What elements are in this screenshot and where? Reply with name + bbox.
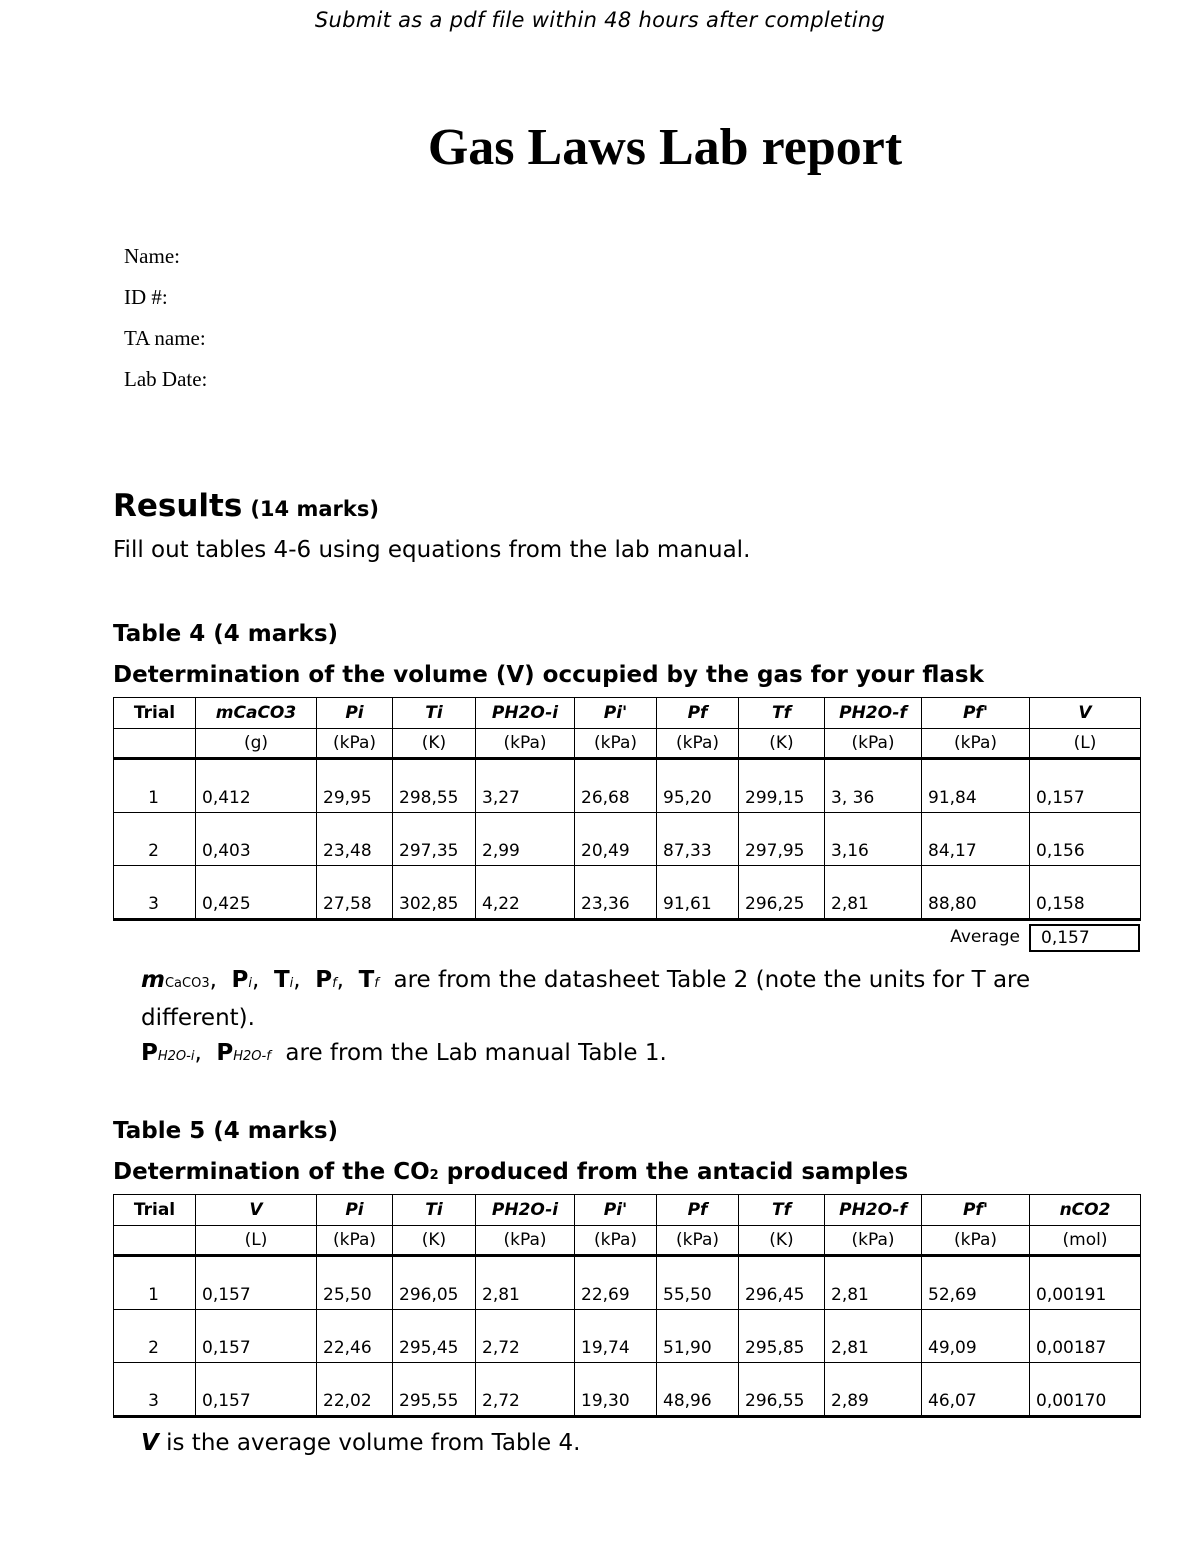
table-cell: 0,158 xyxy=(1030,866,1141,920)
table5-header-ti: Ti xyxy=(393,1195,476,1226)
table-cell: 3, 36 xyxy=(825,759,922,813)
table5-subtitle-post: produced from the antacid samples xyxy=(438,1159,909,1185)
table-cell: 295,45 xyxy=(393,1310,476,1363)
table4-unit: (kPa) xyxy=(922,729,1030,759)
table5-subtitle xyxy=(113,1159,908,1185)
table4-title: Table 4 (4 marks) xyxy=(113,621,339,647)
table-cell: 296,45 xyxy=(739,1256,825,1310)
table4-note-text-2: are from the Lab manual Table 1. xyxy=(285,1040,667,1066)
table-cell: 95,20 xyxy=(657,759,739,813)
table5-unit: (kPa) xyxy=(922,1226,1030,1256)
table4-unit: (kPa) xyxy=(476,729,575,759)
table-cell: 2,72 xyxy=(476,1310,575,1363)
table-cell: 0,157 xyxy=(196,1363,317,1417)
table4-header-pf: Pf xyxy=(657,698,739,729)
table4 xyxy=(113,697,1141,921)
table4-header-tf: Tf xyxy=(739,698,825,729)
table-cell: 0,412 xyxy=(196,759,317,813)
table-cell: 22,69 xyxy=(575,1256,657,1310)
table4-header-ph2o-i: PH2O-i xyxy=(476,698,575,729)
table-cell: 299,15 xyxy=(739,759,825,813)
table5-unit: (mol) xyxy=(1030,1226,1141,1256)
table-cell: 0,156 xyxy=(1030,813,1141,866)
table-cell: 19,74 xyxy=(575,1310,657,1363)
field-id-label: ID #: xyxy=(124,285,168,309)
table4-unit: (kPa) xyxy=(317,729,393,759)
table-row xyxy=(114,759,1141,813)
table4-header-pi: Pi xyxy=(317,698,393,729)
table-cell: 0,00170 xyxy=(1030,1363,1141,1417)
table5-subtitle-sub: 2 xyxy=(429,1168,439,1183)
table-cell: 296,55 xyxy=(739,1363,825,1417)
table5-header-nco2: nCO2 xyxy=(1030,1195,1141,1226)
table-cell: 2,81 xyxy=(825,1310,922,1363)
table-cell: 88,80 xyxy=(922,866,1030,920)
table4-unit: (K) xyxy=(739,729,825,759)
table4-header-pi-prime: Pi' xyxy=(575,698,657,729)
table-cell: 0,00187 xyxy=(1030,1310,1141,1363)
table-cell: 52,69 xyxy=(922,1256,1030,1310)
table4-header-mass: mCaCO3 xyxy=(196,698,317,729)
table-cell: 297,35 xyxy=(393,813,476,866)
field-lab-date-label: Lab Date: xyxy=(124,367,208,391)
table5-unit: (kPa) xyxy=(317,1226,393,1256)
table4-note: mCaCO3, Pi, Ti, Pf, Tf are from the datasheet Table 2 (note the units for T are different). PH2O-i, PH2O-f are from the Lab manual Table 1. xyxy=(141,967,1031,1066)
table5-subtitle-pre: Determination of the CO xyxy=(113,1159,430,1185)
table4-note-text: are from the datasheet Table 2 (note the units for T are different). xyxy=(141,967,1031,1031)
table-cell: 84,17 xyxy=(922,813,1030,866)
table4-unit: (g) xyxy=(196,729,317,759)
table-cell: 296,25 xyxy=(739,866,825,920)
table-cell: 2,81 xyxy=(476,1256,575,1310)
table-row xyxy=(114,1363,1141,1417)
table-cell: 48,96 xyxy=(657,1363,739,1417)
table-cell: 26,68 xyxy=(575,759,657,813)
table5-title: Table 5 (4 marks) xyxy=(113,1118,339,1144)
field-name-label: Name: xyxy=(124,244,180,268)
table5-header-pf-prime: Pf' xyxy=(922,1195,1030,1226)
table-cell: 2 xyxy=(114,1310,196,1363)
table-cell: 0,157 xyxy=(196,1256,317,1310)
table-cell: 51,90 xyxy=(657,1310,739,1363)
field-ta-name-label: TA name: xyxy=(124,326,206,350)
table-cell: 296,05 xyxy=(393,1256,476,1310)
table5-unit: (kPa) xyxy=(575,1226,657,1256)
table-row xyxy=(114,1256,1141,1310)
table-cell: 3,16 xyxy=(825,813,922,866)
table4-unit: (K) xyxy=(393,729,476,759)
table-cell: 3 xyxy=(114,866,196,920)
table5-note-text: is the average volume from Table 4. xyxy=(166,1430,581,1456)
table4-average-label: Average xyxy=(950,927,1020,947)
table4-unit: (kPa) xyxy=(575,729,657,759)
table-cell: 27,58 xyxy=(317,866,393,920)
table4-unit xyxy=(114,729,196,759)
table4-unit: (L) xyxy=(1030,729,1141,759)
table4-subtitle: Determination of the volume (V) occupied by the gas for your flask xyxy=(113,662,984,688)
table5-header-trial: Trial xyxy=(114,1195,196,1226)
table-cell: 1 xyxy=(114,1256,196,1310)
table-cell: 22,02 xyxy=(317,1363,393,1417)
table-cell: 23,36 xyxy=(575,866,657,920)
table-cell: 19,30 xyxy=(575,1363,657,1417)
table5-header-pi-prime: Pi' xyxy=(575,1195,657,1226)
table5-note: V is the average volume from Table 4. xyxy=(141,1430,581,1456)
table-cell: 0,403 xyxy=(196,813,317,866)
table-cell: 2,99 xyxy=(476,813,575,866)
table-cell: 3 xyxy=(114,1363,196,1417)
table4-header-ti: Ti xyxy=(393,698,476,729)
table-cell: 20,49 xyxy=(575,813,657,866)
table-cell: 0,157 xyxy=(1030,759,1141,813)
table-row xyxy=(114,813,1141,866)
table-cell: 29,95 xyxy=(317,759,393,813)
table-cell: 4,22 xyxy=(476,866,575,920)
table-cell: 2,81 xyxy=(825,1256,922,1310)
results-heading-text: Results xyxy=(113,488,243,524)
table5-unit: (kPa) xyxy=(476,1226,575,1256)
table4-average-value: 0,157 xyxy=(1029,924,1140,952)
table5-header-ph2o-i: PH2O-i xyxy=(476,1195,575,1226)
table-cell: 302,85 xyxy=(393,866,476,920)
results-intro: Fill out tables 4-6 using equations from the lab manual. xyxy=(113,537,751,563)
table-cell: 3,27 xyxy=(476,759,575,813)
results-heading xyxy=(113,488,379,524)
table5-header-v: V xyxy=(196,1195,317,1226)
table5-header-ph2o-f: PH2O-f xyxy=(825,1195,922,1226)
table4-header-pf-prime: Pf' xyxy=(922,698,1030,729)
table5-unit xyxy=(114,1226,196,1256)
table4-unit: (kPa) xyxy=(657,729,739,759)
table5-unit: (K) xyxy=(739,1226,825,1256)
page-title: Gas Laws Lab report xyxy=(427,119,903,176)
table5 xyxy=(113,1194,1141,1418)
table-cell: 22,46 xyxy=(317,1310,393,1363)
results-marks: (14 marks) xyxy=(250,497,379,521)
table4-header-v: V xyxy=(1030,698,1141,729)
table-cell: 87,33 xyxy=(657,813,739,866)
table-cell: 0,157 xyxy=(196,1310,317,1363)
table-cell: 0,00191 xyxy=(1030,1256,1141,1310)
table4-unit: (kPa) xyxy=(825,729,922,759)
table-cell: 2,72 xyxy=(476,1363,575,1417)
table-cell: 23,48 xyxy=(317,813,393,866)
table-cell: 295,55 xyxy=(393,1363,476,1417)
table-cell: 1 xyxy=(114,759,196,813)
table-cell: 55,50 xyxy=(657,1256,739,1310)
table4-header-ph2o-f: PH2O-f xyxy=(825,698,922,729)
table-cell: 2 xyxy=(114,813,196,866)
submission-note: Submit as a pdf file within 48 hours after completing xyxy=(314,8,886,32)
table5-unit: (kPa) xyxy=(657,1226,739,1256)
table-cell: 298,55 xyxy=(393,759,476,813)
table-cell: 91,84 xyxy=(922,759,1030,813)
table5-unit: (K) xyxy=(393,1226,476,1256)
table-row xyxy=(114,1310,1141,1363)
table-cell: 2,89 xyxy=(825,1363,922,1417)
table-cell: 49,09 xyxy=(922,1310,1030,1363)
table-cell: 295,85 xyxy=(739,1310,825,1363)
table-cell: 0,425 xyxy=(196,866,317,920)
table5-header-pi: Pi xyxy=(317,1195,393,1226)
table5-unit: (kPa) xyxy=(825,1226,922,1256)
table-cell: 297,95 xyxy=(739,813,825,866)
table-cell: 25,50 xyxy=(317,1256,393,1310)
table-cell: 91,61 xyxy=(657,866,739,920)
table4-header-trial: Trial xyxy=(114,698,196,729)
table5-header-tf: Tf xyxy=(739,1195,825,1226)
table-row xyxy=(114,866,1141,920)
table5-header-pf: Pf xyxy=(657,1195,739,1226)
table-cell: 2,81 xyxy=(825,866,922,920)
table5-unit: (L) xyxy=(196,1226,317,1256)
table-cell: 46,07 xyxy=(922,1363,1030,1417)
